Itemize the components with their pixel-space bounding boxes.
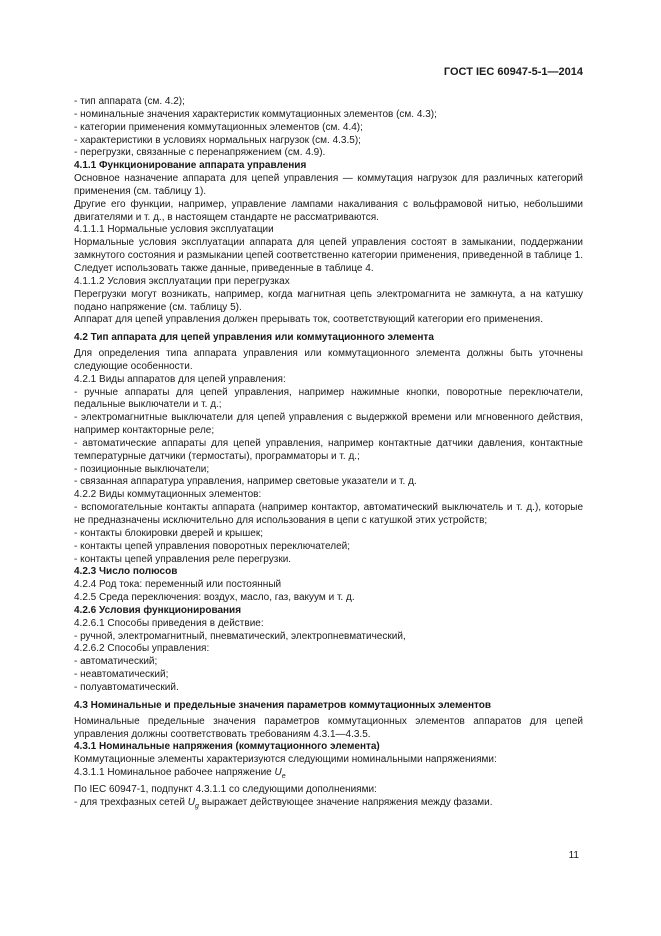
text-line-l25: - контакты цепей управления поворотных переключателей; (74, 540, 351, 552)
text-line-l37: 4.3 Номинальные и предельные значения параметров коммутационных элементов (74, 699, 492, 711)
text-line-l7: Основное назначение аппарата для цепей управления — коммутация нагрузок для различных категорий применения (см. таблицу 1). (74, 173, 583, 197)
text-line-l22: 4.2.2 Виды коммутационных элементов: (74, 489, 262, 501)
text-line-l26: - контакты цепей управления реле перегрузки. (74, 553, 292, 565)
text-line-l34: - автоматический; (74, 656, 158, 668)
text-line-l3: - категории применения коммутационных элементов (см. 4.4); (74, 121, 363, 133)
text-line-l39: 4.3.1 Номинальные напряжения (коммутационного элемента) (74, 741, 380, 753)
text-line-l38: Номинальные предельные значения параметров коммутационных элементов аппаратов для цепей управления должны соответствовать требованиям 4.3.1—4.3.5. (74, 715, 583, 740)
text-line-l14: 4.2 Тип аппарата для цепей управления или коммутационного элемента (74, 332, 434, 344)
text-line-l35: - неавтоматический; (74, 669, 169, 681)
text-line-l1: - тип аппарата (см. 4.2); (74, 96, 185, 107)
text-line-l21: - связанная аппаратура управления, например световые указатели и т. д. (74, 476, 417, 488)
text-line-l17: - ручные аппараты для цепей управления, например нажимные кнопки, поворотные переключатели, педальные выключатели и т. д.; (74, 386, 583, 411)
text-line-l18: - электромагнитные выключатели для цепей управления с выдержкой времени или мгновенного действия, например контакторные реле; (74, 412, 583, 437)
text-line-l42: По IEC 60947-1, подпункт 4.3.1.1 со следующими дополнениями: (74, 783, 377, 795)
text-line-l6: 4.1.1 Функционирование аппарата управления (74, 160, 307, 172)
text-line-l2: - номинальные значения характеристик коммутационных элементов (см. 4.3); (74, 108, 437, 120)
text-line-l29: 4.2.5 Среда переключения: воздух, масло, газ, вакуум и т. д. (74, 592, 355, 604)
text-line-l9: 4.1.1.1 Нормальные условия эксплуатации (74, 224, 274, 236)
text-line-l13: Аппарат для цепей управления должен прерывать ток, соответствующий категории его применения. (74, 314, 543, 326)
text-line-l16: 4.2.1 Виды аппаратов для цепей управления: (74, 373, 286, 385)
text-line-l24: - контакты блокировки дверей и крышек; (74, 527, 263, 539)
text-line-l4: - характеристики в условиях нормальных нагрузок (см. 4.3.5); (74, 134, 361, 146)
text-line-l5: - перегрузки, связанные с перенапряжением (см. 4.9). (74, 147, 326, 159)
text-line-l32: - ручной, электромагнитный, пневматический, электропневматический, (74, 630, 406, 642)
document-header: ГОСТ IEC 60947-5-1—2014 (443, 66, 583, 78)
text-line-l40: Коммутационные элементы характеризуются следующими номинальными напряжениями: (74, 754, 497, 766)
text-line-l31: 4.2.6.1 Способы приведения в действие: (74, 617, 264, 629)
page-number: 11 (568, 850, 579, 861)
text-line-l43: - для трехфазных сетей $U_g$ выражает действующее значение напряжения между фазами. (74, 796, 493, 810)
text-line-l15: Для определения типа аппарата управления или коммутационного элемента должны быть уточнены следующие особенности. (74, 348, 583, 372)
text-line-l41: 4.3.1.1 Номинальное рабочее напряжение $U_e$ (74, 767, 286, 781)
text-line-l36: - полуавтоматический. (74, 681, 179, 693)
text-line-l23: - вспомогательные контакты аппарата (например контактор, автоматический выключатель и т. д.), которые не предназначены исключительно для использования в цепи с катушкой этих устройств; (74, 502, 583, 526)
text-line-l27: 4.2.3 Число полюсов (74, 566, 178, 578)
text-line-l11: 4.1.1.2 Условия эксплуатации при перегрузках (74, 275, 290, 287)
text-line-l33: 4.2.6.2 Способы управления: (74, 643, 210, 655)
text-line-l20: - позиционные выключатели; (74, 463, 210, 475)
text-line-l28: 4.2.4 Род тока: переменный или постоянный (74, 579, 282, 591)
text-line-l10: Нормальные условия эксплуатации аппарата для цепей управления состоят в замыкании, поддержании замкнутого состояния и размыкании цепей соответственно категории применения, приведенной в таблице 1. Следует использовать также данные, приведенные в таблице 4. (74, 237, 583, 274)
document-body (74, 96, 583, 814)
text-line-l8: Другие его функции, например, управление лампами накаливания с вольфрамовой нитью, небольшими двигателями и т. д., в настоящем стандарте не рассматриваются. (74, 198, 583, 223)
text-line-l19: - автоматические аппараты для цепей управления, например контактные датчики давления, контактные температурные датчики (термостаты), программаторы и т. д.; (74, 437, 583, 462)
text-line-l30: 4.2.6 Условия функционирования (74, 604, 242, 616)
text-line-l12: Перегрузки могут возникать, например, когда магнитная цепь электромагнита не замкнута, а на катушку подано напряжение (см. таблицу 5). (74, 288, 583, 313)
